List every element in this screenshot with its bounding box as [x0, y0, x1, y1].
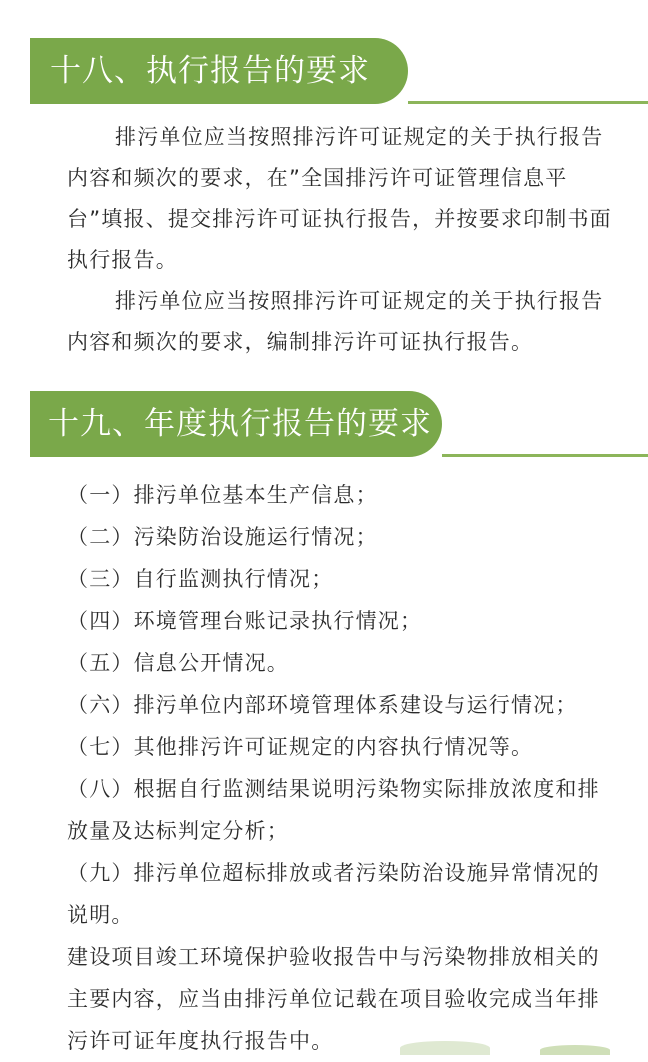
decorative-foliage-left: [400, 1041, 490, 1055]
section-18-header: [0, 38, 648, 104]
list-item: （五）信息公开情况。: [67, 651, 289, 675]
list-item: （二）污染防治设施运行情况；: [67, 525, 378, 549]
list-item: （六）排污单位内部环境管理体系建设与运行情况；: [67, 693, 578, 717]
section-19-header: [0, 391, 648, 457]
list-item: （七）其他排污许可证规定的内容执行情况等。: [67, 735, 534, 759]
list-item: （四）环境管理台账记录执行情况；: [67, 609, 423, 633]
list-item: （九）排污单位超标排放或者污染防治设施异常情况的说明。: [67, 861, 600, 927]
list-item: （一）排污单位基本生产信息；: [67, 483, 378, 507]
list-item: （三）自行监测执行情况；: [67, 567, 334, 591]
section-18-paragraph-1: 排污单位应当按照排污许可证规定的关于执行报告内容和频次的要求，在”全国排污许可证管理信息平台”填报、提交排污许可证执行报告，并按要求印制书面执行报告。: [67, 125, 612, 272]
section-19-list: [67, 474, 615, 1062]
section-18-divider: [408, 101, 648, 104]
section-19-divider: [442, 454, 648, 457]
section-18-paragraph-2: 排污单位应当按照排污许可证规定的关于执行报告内容和频次的要求，编制排污许可证执行报告。: [67, 289, 604, 354]
section-19-title: 十九、年度执行报告的要求: [48, 406, 432, 442]
section-18-title: 十八、执行报告的要求: [50, 53, 370, 89]
list-item: 建设项目竣工环境保护验收报告中与污染物排放相关的主要内容，应当由排污单位记载在项目验收完成当年排污许可证年度执行报告中。: [67, 945, 600, 1053]
decorative-foliage-right: [540, 1045, 610, 1055]
list-item: （八）根据自行监测结果说明污染物实际排放浓度和排放量及达标判定分析；: [67, 777, 600, 843]
